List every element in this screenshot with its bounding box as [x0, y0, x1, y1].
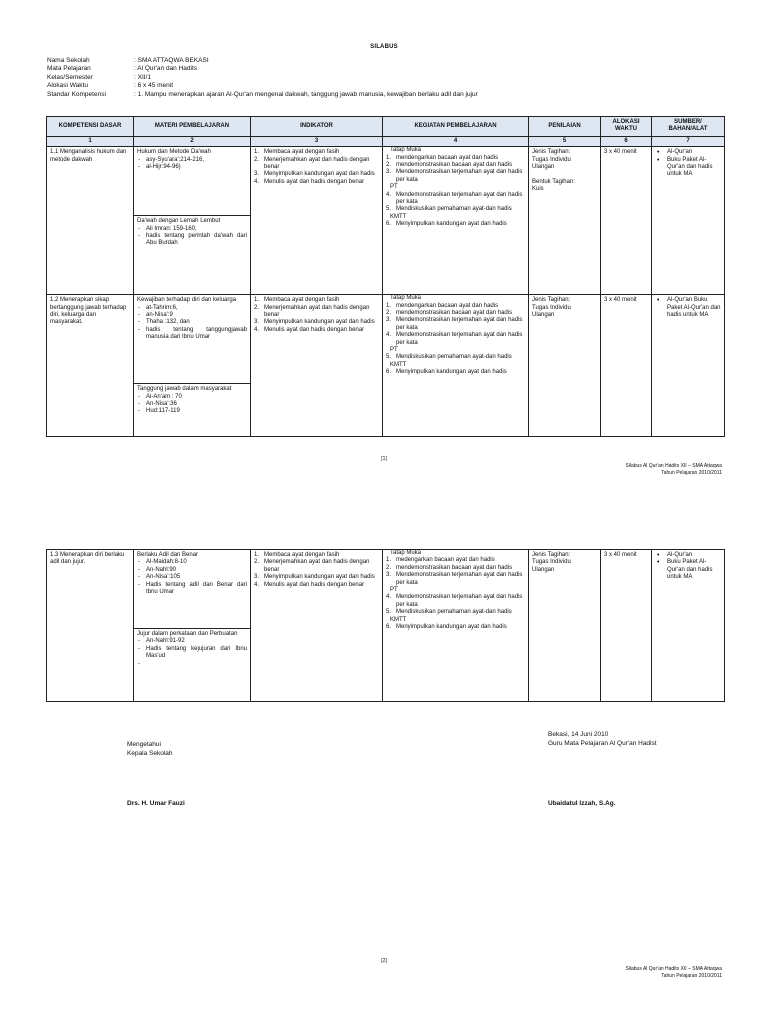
materi-title: Hukum dan Metode Da'wah: [137, 149, 211, 156]
list-item: [254, 157, 379, 172]
meta-key: Standar Kompetensi: [47, 90, 106, 98]
item-text: Mendiskusikan pemahaman ayat-dan hadis: [396, 206, 512, 213]
materi-part-b: [134, 383, 250, 418]
meta-key: Mata Pelajaran: [47, 65, 91, 73]
item-number: 3.: [254, 574, 260, 581]
list-item: - Al-Maidah:8-10: [137, 559, 247, 566]
signature-text: Bekasi, 14 Juni 2010: [548, 731, 609, 738]
list-item: [386, 594, 525, 609]
column-header: INDIKATOR: [251, 117, 383, 137]
materi-list: [137, 226, 247, 248]
list-item: [254, 552, 379, 559]
materi-part-a: [134, 295, 250, 383]
kegiatan-label: KMTT: [390, 213, 407, 220]
signature-left: [127, 741, 173, 758]
item-number: 6.: [386, 369, 392, 376]
column-number: 2: [134, 136, 251, 146]
item-text: Menyimpulkan kandungan ayat dan hadis: [264, 171, 375, 178]
item-text: Menerjemahkan ayat dan hadis dengan benar: [264, 304, 370, 319]
table-row: [47, 295, 725, 437]
table-number-row: [47, 136, 725, 146]
item-number: 2.: [254, 156, 260, 163]
column-header: MATERI PEMBELAJARAN: [134, 117, 251, 137]
list-item: [254, 171, 379, 178]
list-item: - Al-An'am : 70: [137, 394, 247, 401]
item-number: 4.: [386, 332, 392, 339]
list-item: • Al-Qur'an Buku Paket Al-Qur'an dan hadis untuk MA: [655, 297, 721, 319]
silabus-table-page1: [46, 116, 725, 437]
column-header: KOMPETENSI DASAR: [47, 117, 134, 137]
penilaian-line: Tugas Individu: [532, 304, 571, 311]
penilaian-line: Tugas Individu: [532, 559, 571, 566]
list-item: [254, 574, 379, 581]
table-header-row: [47, 117, 725, 137]
penilaian-line: Ulangan: [532, 566, 555, 573]
list-item: [386, 354, 525, 361]
materi-list: [137, 559, 247, 596]
item-number: 5.: [386, 609, 392, 616]
column-header: KEGIATAN PEMBELAJARAN: [383, 117, 529, 137]
page-footer: [625, 966, 722, 980]
item-text: Menulis ayat dan hadis dengan benar: [264, 581, 365, 588]
materi-list: [137, 638, 247, 660]
item-number: 5.: [386, 206, 392, 213]
meta-row: [47, 74, 478, 82]
item-text: Mendemonstrasikan terjemahan ayat dan hadis per kata: [396, 332, 523, 346]
penilaian-line: Bentuk Tagihan:: [532, 178, 575, 185]
alokasi-waktu: 3 x 40 menit: [601, 550, 652, 702]
item-number: 4.: [254, 178, 260, 185]
materi-list: [137, 305, 247, 342]
meta-row: [47, 57, 478, 65]
list-item: [254, 319, 379, 326]
item-text: Membaca ayat dengan fasih: [264, 149, 340, 156]
list-item: • Buku Paket Al-Qur'an dan hadis untuk MA: [655, 157, 721, 179]
materi-part-b: [134, 215, 250, 250]
list-item: [386, 332, 525, 347]
kegiatan-label: PT: [390, 347, 398, 354]
indikator-list: [254, 552, 379, 589]
sumber-cell: [652, 550, 725, 702]
materi-cell: [134, 147, 251, 295]
list-item: [386, 162, 525, 169]
item-text: Mendemonstrasikan terjemahan ayat dan hadis per kata: [396, 594, 523, 608]
meta-block: [47, 57, 478, 99]
indikator-cell: [251, 147, 383, 295]
kegiatan-cell: [383, 295, 529, 437]
item-text: mendengarkan bacaan ayat dan hadis: [396, 302, 499, 309]
kegiatan-label: KMTT: [390, 361, 407, 368]
list-item: [386, 192, 525, 207]
materi-title: Berlaku Adil dan Benar: [137, 552, 199, 558]
silabus-table-page2: [46, 549, 725, 702]
item-number: 3.: [386, 317, 392, 324]
list-item: - an-Nisa':9: [137, 312, 247, 319]
penilaian-line: [532, 171, 597, 178]
item-number: 5.: [386, 354, 392, 361]
item-text: Menyimpulkan kandungan ayat dan hadis: [264, 319, 375, 326]
item-text: Membaca ayat dengan fasih: [264, 552, 340, 558]
list-item: [254, 582, 379, 589]
column-number: 7: [652, 136, 725, 146]
footer-line: Silabus Al Qur'an Hadits XII – SMA Attaqwa: [625, 966, 722, 972]
item-text: mendemonstrasikan bacaan ayat dan hadis: [396, 564, 513, 571]
meta-key: Kelas/Semester: [47, 73, 93, 81]
materi-part-a: [134, 550, 250, 628]
signature-text: Guru Mata Pelajaran Al Qur'an Hadist: [548, 739, 657, 747]
meta-value: : SMA ATTAQWA BEKASI: [134, 57, 209, 64]
item-text: Menyimpulkan kandungan ayat dan hadis: [264, 574, 375, 581]
item-number: 3.: [254, 171, 260, 178]
item-number: 1.: [254, 149, 260, 156]
sumber-list: [655, 149, 721, 179]
item-text: Mendiskusikan pemahaman ayat-dan hadis: [396, 354, 512, 361]
kegiatan-label: Tatap Muka: [390, 550, 422, 556]
item-text: Menerjemahkan ayat dan hadis dengan benar: [264, 559, 370, 573]
list-item: • Al-Qur'an: [655, 149, 721, 156]
meta-row: [47, 65, 478, 73]
list-item: - Ali Imran: 159-160,: [137, 226, 247, 233]
item-number: 1.: [386, 557, 392, 564]
penilaian-line: Tugas Individu: [532, 156, 571, 163]
penilaian-line: Kuis: [532, 186, 544, 193]
table-row: [47, 147, 725, 295]
penilaian-line: Jenis Tagihan:: [532, 552, 571, 558]
materi-part-b: [134, 628, 250, 663]
list-item: [386, 155, 525, 162]
indikator-cell: [251, 550, 383, 702]
list-item: - An-Nahl:91-92: [137, 638, 247, 645]
sumber-cell: [652, 147, 725, 295]
meta-row: [47, 91, 478, 99]
item-text: Membaca ayat dengan fasih: [264, 297, 340, 304]
column-number: 3: [251, 136, 383, 146]
list-item: [386, 206, 525, 213]
list-item: [386, 609, 525, 616]
page-number: [2]: [381, 958, 387, 964]
kegiatan-label: PT: [390, 184, 398, 191]
footer-line: Tahun Pelajaran 2010/2011: [661, 973, 722, 979]
item-number: 3.: [254, 319, 260, 326]
column-number: 1: [47, 136, 134, 146]
materi-cell: [134, 550, 251, 702]
list-item: - Hadis tentang adil dan Benar dari Ibnu Umar: [137, 582, 247, 597]
penilaian-line: Jenis Tagihan:: [532, 149, 571, 156]
list-item: - at-Tahrim:6,: [137, 305, 247, 312]
list-item: - Hud:117-119: [137, 408, 247, 415]
meta-row: [47, 82, 478, 90]
item-text: Menerjemahkan ayat dan hadis dengan benar: [264, 156, 370, 171]
indikator-list: [254, 297, 379, 334]
list-item: - Thaha :132, dan: [137, 319, 247, 326]
kegiatan-label: PT: [390, 587, 398, 594]
column-number: 5: [529, 136, 601, 146]
item-text: Mendemonstrasikan terjemahan ayat dan hadis per kata: [396, 317, 523, 331]
penilaian-line: Jenis Tagihan:: [532, 297, 571, 304]
list-item: [254, 149, 379, 156]
item-text: Menyimpulkan kandungan ayat dan hadis: [396, 221, 507, 228]
item-number: 3.: [386, 169, 392, 176]
list-item: • Buku Paket Al-Qur'an dan hadis untuk MA: [655, 559, 721, 581]
list-item: - asy-Syu'ara':214-216,: [137, 157, 247, 164]
list-item: • Al-Qur'an: [655, 552, 721, 559]
document-title: SILABUS: [370, 44, 398, 50]
item-number: 1.: [254, 552, 260, 558]
kegiatan-label: Tatap Muka: [390, 147, 422, 154]
list-item: [386, 169, 525, 184]
list-item: [386, 624, 525, 631]
item-number: 4.: [254, 581, 260, 588]
item-text: Mendemonstrasikan terjemahan ayat dan hadis per kata: [396, 191, 523, 206]
item-number: 2.: [386, 564, 392, 571]
list-item: [254, 297, 379, 304]
materi-title: Kewajiban terhadap diri dan keluarga: [137, 297, 237, 304]
item-number: 1.: [386, 302, 392, 309]
materi-cell: [134, 295, 251, 437]
kegiatan-list: [386, 147, 525, 228]
list-item: - An-Nahl:90: [137, 567, 247, 574]
item-number: 2.: [386, 162, 392, 169]
list-item: [386, 221, 525, 228]
list-item: [386, 303, 525, 310]
signature-text: Mengetahui: [127, 741, 161, 748]
item-number: 4.: [386, 191, 392, 198]
materi-list: [137, 157, 247, 172]
meta-value: : 1. Mampu menerapkan ajaran Al-Qur'an mengenai dakwah, tanggung jawab manusia, kewajiban berlaku adil dan jujur: [134, 90, 478, 98]
meta-value: : 6 x 45 menit: [134, 82, 174, 90]
materi-part-a: [134, 147, 250, 215]
list-item: - An-Nisa':105: [137, 574, 247, 581]
penilaian-line: Ulangan: [532, 164, 555, 171]
column-number: 4: [383, 136, 529, 146]
materi-title: Jujur dalam perkataan dan Perbuatan: [137, 631, 238, 637]
item-text: mendemonstrasikan bacaan ayat dan hadis: [396, 162, 513, 169]
item-text: mendengarkan bacaan ayat dan hadis: [396, 154, 499, 161]
item-number: 2.: [254, 304, 260, 311]
kegiatan-cell: [383, 550, 529, 702]
list-item: [254, 305, 379, 320]
alokasi-waktu: 3 x 40 menit: [601, 147, 652, 295]
item-number: 3.: [386, 572, 392, 579]
penilaian-line: Ulangan: [532, 312, 555, 319]
list-item: - An-Nisa':36: [137, 401, 247, 408]
list-item: [386, 572, 525, 587]
sumber-list: [655, 297, 721, 319]
column-header: ALOKASI WAKTU: [601, 117, 652, 137]
list-item: - Hadis tentang kejujuran dari Ibnu Mas'ud: [137, 646, 247, 661]
list-item: [386, 565, 525, 572]
column-number: 6: [601, 136, 652, 146]
page-footer: [625, 463, 722, 477]
kompetensi-dasar: 1.2 Menerapkan sikap bertanggung jawab terhadap diri, keluarga dan masyarakat.: [47, 295, 134, 437]
item-number: 4.: [254, 326, 260, 333]
meta-value: : XII/1: [134, 73, 151, 81]
alokasi-waktu: 3 x 40 menit: [601, 295, 652, 437]
list-item: - hadis tentang tanggungjawab manusia dari Ibnu Umar: [137, 327, 247, 342]
kegiatan-list: [386, 295, 525, 376]
item-text: Menulis ayat dan hadis dengan benar: [264, 326, 365, 333]
item-number: 6.: [386, 221, 392, 228]
principal-name: Drs. H. Umar Fauzi: [127, 800, 185, 807]
list-item: [254, 179, 379, 186]
sumber-cell: [652, 295, 725, 437]
item-number: 2.: [254, 559, 260, 566]
table-row: [47, 550, 725, 702]
materi-list: [137, 394, 247, 416]
kegiatan-label: Tatap Muka: [390, 295, 422, 302]
page-number: [1]: [381, 456, 387, 462]
column-header: PENILAIAN: [529, 117, 601, 137]
item-text: medengarkan bacaan ayat dan hadis: [396, 557, 495, 564]
materi-title: Da'wah dengan Lemah Lembut: [137, 218, 221, 225]
meta-value: : Al Qur'an dan Hadits: [134, 65, 198, 73]
list-item: [386, 369, 525, 376]
footer-line: Tahun Pelajaran 2010/2011: [661, 470, 722, 476]
item-number: 1.: [386, 154, 392, 161]
penilaian-cell: [529, 147, 601, 295]
penilaian-cell: [529, 550, 601, 702]
item-text: Menyimpulkan kandungan ayat dan hadis: [396, 369, 507, 376]
penilaian-cell: [529, 295, 601, 437]
kegiatan-label: KMTT: [390, 616, 407, 623]
signature-text: Kepala Sekolah: [127, 749, 173, 757]
kompetensi-dasar: 1.1 Menganalisis hukum dan metode dakwah: [47, 147, 134, 295]
item-number: 6.: [386, 624, 392, 631]
list-item: - hadis tentang perintah da'wah dari Abu Burdah: [137, 233, 247, 248]
list-item: - al-Hijr:94-96): [137, 164, 247, 171]
item-text: Menyimpulkan kandungan ayat dan hadis: [396, 624, 507, 631]
item-number: 2.: [386, 310, 392, 317]
column-header: SUMBER/ BAHAN/ALAT: [652, 117, 725, 137]
indikator-cell: [251, 295, 383, 437]
list-item: [386, 317, 525, 332]
kegiatan-cell: [383, 147, 529, 295]
kegiatan-list: [386, 550, 525, 631]
item-number: 4.: [386, 594, 392, 601]
list-item: [254, 559, 379, 574]
item-text: Mendemonstrasikan terjemahan ayat dan hadis per kata: [396, 169, 523, 183]
sumber-list: [655, 552, 721, 582]
meta-key: Alokasi Waktu: [47, 82, 88, 90]
list-item: [386, 310, 525, 317]
footer-line: Silabus Al Qur'an Hadits XII – SMA Attaqwa: [625, 463, 722, 469]
item-text: Menulis ayat dan hadis dengan benar: [264, 178, 365, 185]
signature-right: [548, 731, 657, 748]
list-item: [254, 327, 379, 334]
item-text: mendemonstrasikan bacaan ayat dan hadis: [396, 310, 513, 317]
indikator-list: [254, 149, 379, 186]
kompetensi-dasar: 1.3 Menerapkan diri berlaku adil dan jujur.: [47, 550, 134, 702]
item-text: Mendemonstrasikan terjemahan ayat dan hadis per kata: [396, 572, 523, 586]
meta-key: Nama Sekolah: [47, 57, 90, 64]
list-item: [386, 557, 525, 564]
teacher-name: Ubaidatul Izzah, S.Ag.: [548, 800, 616, 807]
item-text: Mendiskusikan pemahaman ayat-dan hadis: [396, 609, 512, 616]
item-number: 1.: [254, 297, 260, 304]
materi-title: Tanggung jawab dalam masyarakat: [137, 386, 232, 393]
